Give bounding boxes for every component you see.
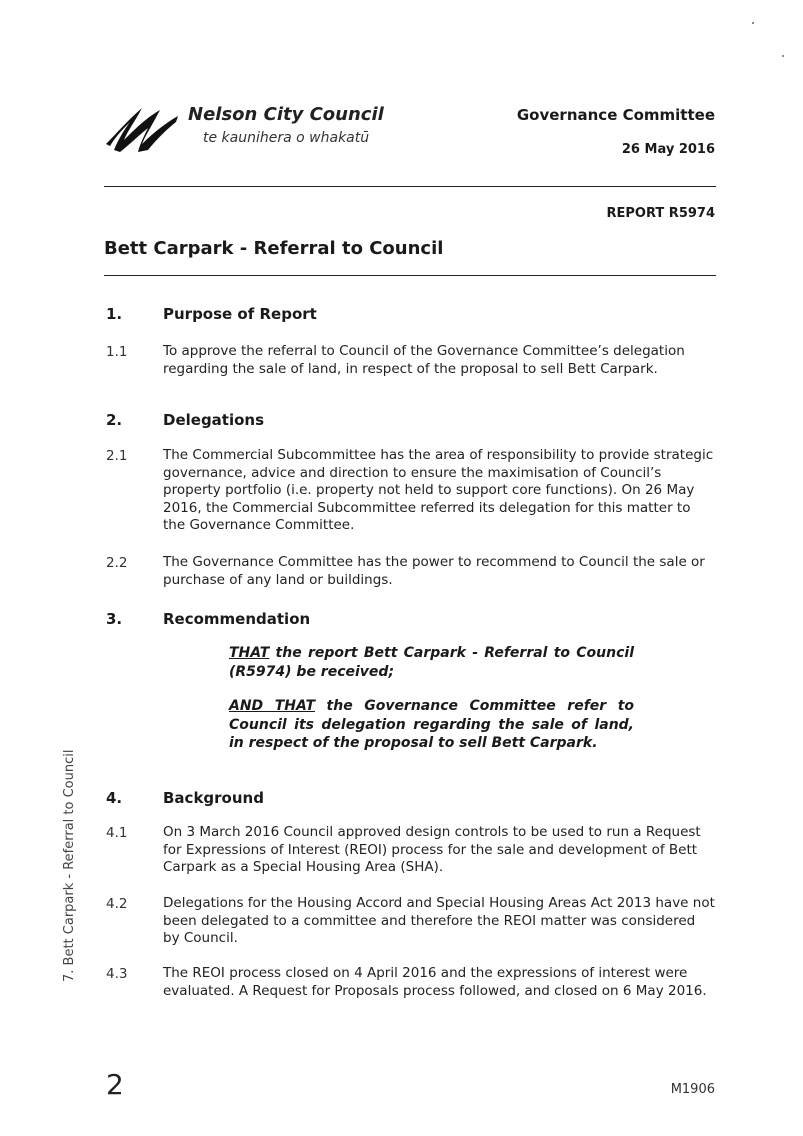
org-maori-name: te kaunihera o whakatū	[203, 130, 370, 146]
header-divider	[104, 186, 716, 187]
paragraph-number: 2.1	[106, 448, 128, 464]
recommendation-1	[229, 644, 634, 681]
paragraph-number: 4.2	[106, 896, 128, 912]
paragraph-text: Delegations for the Housing Accord and Special Housing Areas Act 2013 have not been delegated to a committee and therefore the REOI matter was considered by Council.	[163, 895, 715, 946]
recommendation-lead: THAT	[229, 645, 270, 661]
section-title: Purpose of Report	[163, 305, 317, 323]
recommendation-2	[229, 697, 634, 753]
org-name: Nelson City Council	[188, 104, 384, 125]
paragraph-number: 4.1	[106, 825, 128, 841]
title-divider	[104, 275, 716, 276]
page-number: 2	[106, 1068, 124, 1101]
paragraph-text: The Governance Committee has the power to recommend to Council the sale or purchase of any land or buildings.	[163, 554, 705, 588]
document-reference: M1906	[670, 1082, 715, 1097]
paragraph-number: 2.2	[106, 555, 128, 571]
meeting-date: 26 May 2016	[621, 142, 715, 157]
section-title: Recommendation	[163, 610, 311, 628]
section-number: 3.	[106, 610, 123, 628]
section-number: 2.	[106, 411, 123, 429]
recommendation-text: the Governance Committee refer to Council its delegation regarding the sale of land, in respect of the proposal to sell Bett Carpark.	[229, 698, 635, 751]
committee-name: Governance Committee	[516, 106, 715, 124]
paragraph-number: 1.1	[106, 344, 128, 360]
report-title: Bett Carpark - Referral to Council	[104, 238, 444, 259]
paragraph-number: 4.3	[106, 966, 128, 982]
paragraph-text: The Commercial Subcommittee has the area of responsibility to provide strategic governance, advice and direction to ensure the maximisation of Council’s property portfolio (i.e. property not held to support core functions). On 26 May 2016, the Commercial Subcommittee referred its delegation for this matter to the Governance Committee.	[163, 447, 714, 533]
section-title: Background	[163, 789, 264, 807]
council-logo-icon	[102, 100, 182, 156]
report-number: REPORT R5974	[606, 206, 715, 221]
paragraph-text: To approve the referral to Council of the Governance Committee’s delegation regarding the sale of land, in respect of the proposal to sell Bett Carpark.	[163, 343, 685, 377]
paragraph-text: On 3 March 2016 Council approved design controls to be used to run a Request for Expressions of Interest (REOI) process for the sale and development of Bett Carpark as a Special Housing Area (SHA).	[163, 824, 701, 875]
section-title: Delegations	[163, 411, 265, 429]
recommendation-lead: AND THAT	[229, 698, 316, 714]
section-number: 1.	[106, 305, 123, 323]
scan-speck	[782, 55, 784, 57]
side-tab-label: 7. Bett Carpark - Referral to Council	[62, 749, 77, 982]
scan-speck	[752, 22, 754, 24]
section-number: 4.	[106, 789, 123, 807]
paragraph-text: The REOI process closed on 4 April 2016 and the expressions of interest were evaluated. A Request for Proposals process followed, and closed on 6 May 2016.	[163, 965, 707, 999]
recommendation-text: the report Bett Carpark - Referral to Council (R5974) be received;	[229, 645, 634, 680]
